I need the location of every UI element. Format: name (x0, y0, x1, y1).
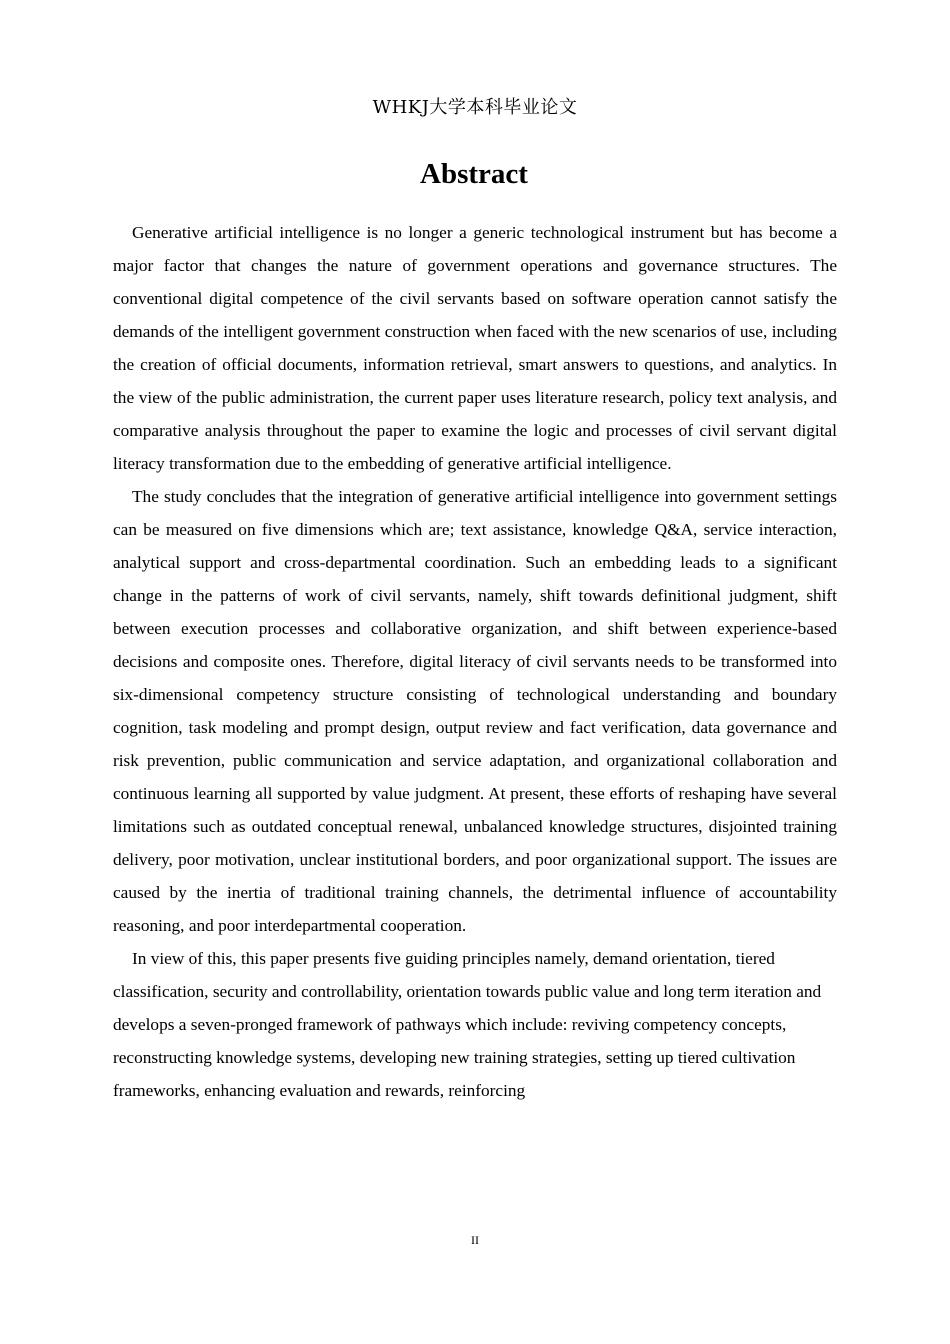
abstract-body (113, 216, 837, 1107)
page-number: II (471, 1233, 479, 1247)
abstract-paragraph-1: Generative artificial intelligence is no longer a generic technological instrument but has become a major factor that changes the nature of government operations and governance structures. The conventional digital competence of the civil servants based on software operation cannot satisfy the demands of the intelligent government construction when faced with the new scenarios of use, including the creation of official documents, information retrieval, smart answers to questions, and analytics. In the view of the public administration, the current paper uses literature research, policy text analysis, and comparative analysis throughout the paper to examine the logic and processes of civil servant digital literacy transformation due to the embedding of generative artificial intelligence. (113, 223, 837, 473)
abstract-paragraph-2: The study concludes that the integration of generative artificial intelligence into government settings can be measured on five dimensions which are; text assistance, knowledge Q&A, service interaction, analytical support and cross-departmental coordination. Such an embedding leads to a significant change in the patterns of work of civil servants, namely, shift towards definitional judgment, shift between execution processes and collaborative organization, and shift between experience-based decisions and composite ones. Therefore, digital literacy of civil servants needs to be transformed into six-dimensional competency structure consisting of technological understanding and boundary cognition, task modeling and prompt design, output review and fact verification, data governance and risk prevention, public communication and service adaptation, and organizational collaboration and continuous learning all supported by value judgment. At present, these efforts of reshaping have several limitations such as outdated conceptual renewal, unbalanced knowledge structures, disjointed training delivery, poor motivation, unclear institutional borders, and poor organizational support. The issues are caused by the inertia of traditional training channels, the detrimental influence of accountability reasoning, and poor interdepartmental cooperation. (113, 487, 837, 935)
running-header: WHKJ大学本科毕业论文 (372, 97, 578, 118)
abstract-paragraph-3: In view of this, this paper presents five guiding principles namely, demand orientation, tiered classification, security and controllability, orientation towards public value and long term iteration and develops a seven-pronged framework of pathways which include: reviving competency concepts, reconstructing knowledge systems, developing new training strategies, setting up tiered cultivation frameworks, enhancing evaluation and rewards, reinforcing (113, 949, 822, 1100)
abstract-title: Abstract (420, 158, 528, 190)
